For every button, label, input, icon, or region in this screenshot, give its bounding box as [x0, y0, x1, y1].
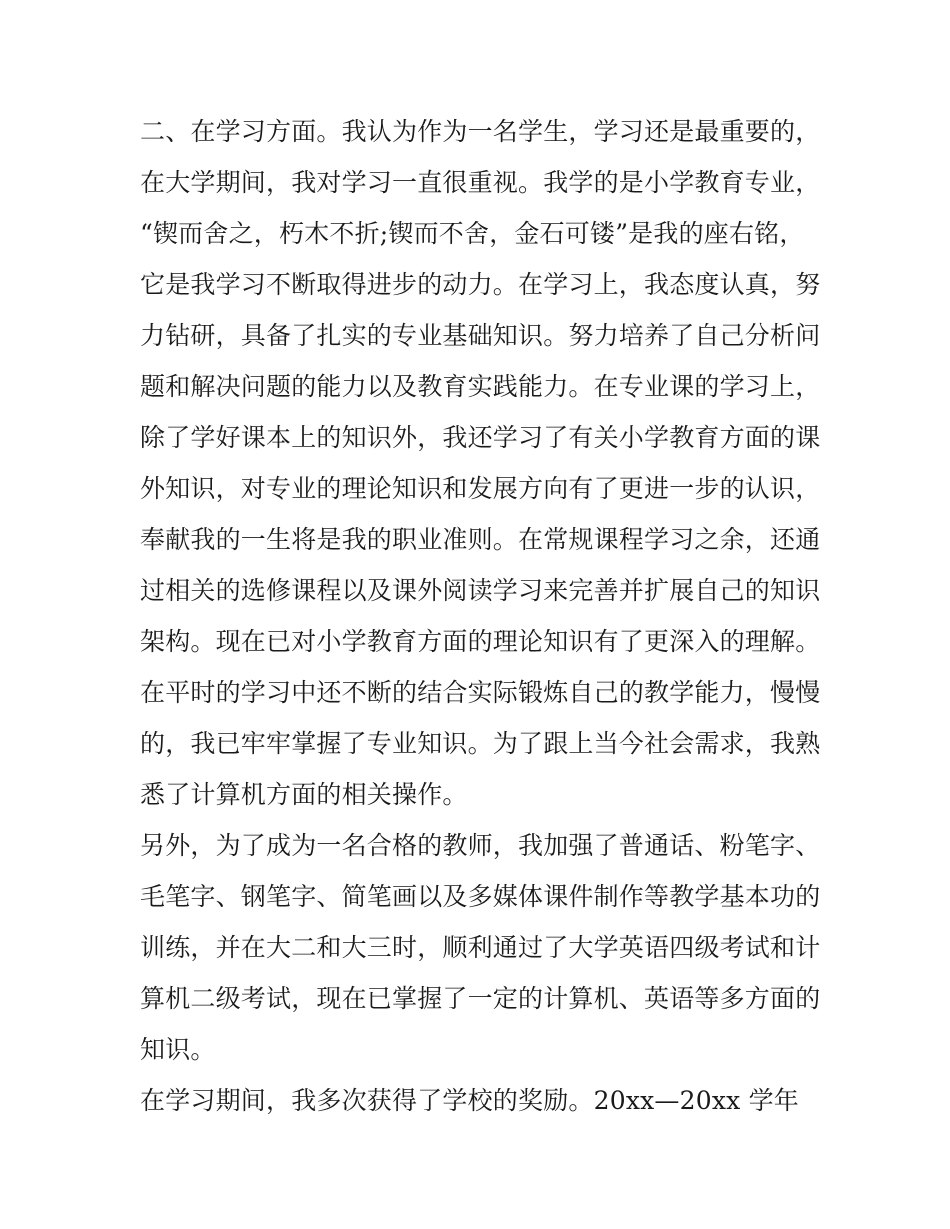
text-line: 外知识，对专业的理论知识和发展方向有了更进一步的认识， — [140, 474, 821, 503]
text-line: 算机二级考试，现在已掌握了一定的计算机、英语等多方面的 — [140, 984, 821, 1013]
text-line: 悉了计算机方面的相关操作。 — [140, 780, 468, 809]
text-line: 在大学期间，我对学习一直很重视。我学的是小学教育专业， — [140, 168, 821, 197]
text-line: 奉献我的一生将是我的职业准则。在常规课程学习之余，还通 — [140, 525, 821, 554]
text-line: 架构。现在已对小学教育方面的理论知识有了更深入的理解。 — [140, 627, 821, 656]
text-line: 在学习期间，我多次获得了学校的奖励。20xx—20xx 学年 — [140, 1086, 799, 1115]
text-line: 除了学好课本上的知识外，我还学习了有关小学教育方面的课 — [140, 423, 821, 452]
text-line: 题和解决问题的能力以及教育实践能力。在专业课的学习上， — [140, 372, 821, 401]
text-line: 它是我学习不断取得进步的动力。在学习上，我态度认真，努 — [140, 270, 821, 299]
text-line: 的，我已牢牢掌握了专业知识。为了跟上当今社会需求，我熟 — [140, 729, 821, 758]
text-line: 过相关的选修课程以及课外阅读学习来完善并扩展自己的知识 — [140, 576, 821, 605]
text-line: 训练，并在大二和大三时，顺利通过了大学英语四级考试和计 — [140, 933, 821, 962]
text-line: 在平时的学习中还不断的结合实际锻炼自己的教学能力，慢慢 — [140, 678, 821, 707]
text-line: 另外，为了成为一名合格的教师，我加强了普通话、粉笔字、 — [140, 831, 821, 860]
text-line: “锲而舍之，朽木不折;锲而不舍，金石可镂”是我的座右铭， — [140, 219, 805, 248]
text-line: 毛笔字、钢笔字、简笔画以及多媒体课件制作等教学基本功的 — [140, 882, 821, 911]
document-body — [140, 106, 820, 1126]
text-line: 知识。 — [140, 1035, 216, 1064]
text-line: 二、在学习方面。我认为作为一名学生，学习还是最重要的， — [140, 117, 821, 146]
text-line: 力钻研，具备了扎实的专业基础知识。努力培养了自己分析问 — [140, 321, 821, 350]
